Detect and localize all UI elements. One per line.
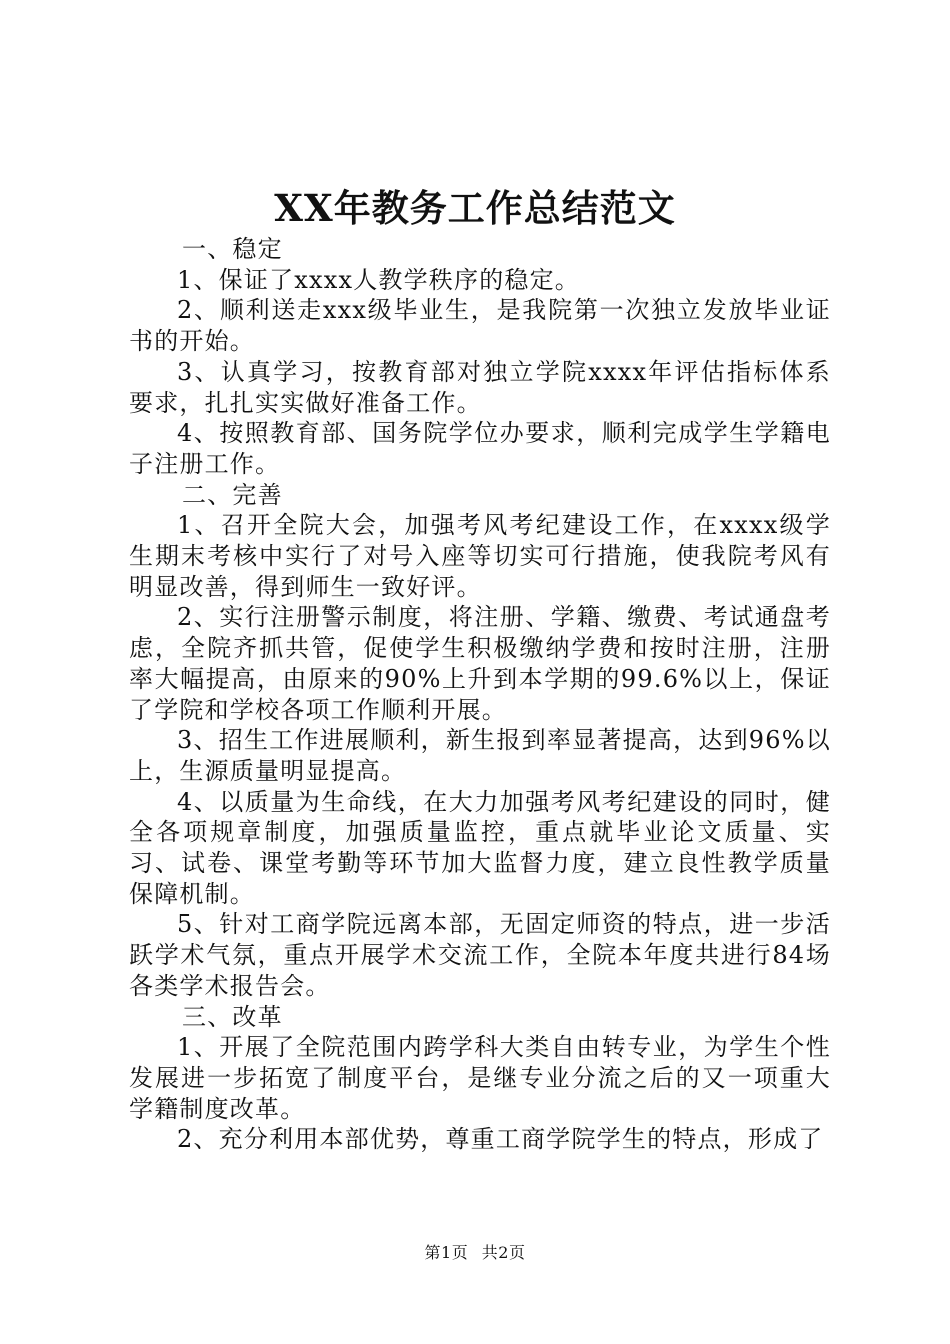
document-body bbox=[129, 234, 831, 1155]
paragraph: 3、招生工作进展顺利，新生报到率显著提高，达到96%以上，生源质量明显提高。 bbox=[129, 726, 831, 785]
paragraph: 5、针对工商学院远离本部，无固定师资的特点，进一步活跃学术气氛，重点开展学术交流工作，全院本年度共进行84场各类学术报告会。 bbox=[129, 910, 831, 1000]
section-heading: 三、改革 bbox=[182, 1002, 283, 1031]
paragraph: 4、以质量为生命线，在大力加强考风考纪建设的同时，健全各项规章制度，加强质量监控，重点就毕业论文质量、实习、试卷、课堂考勤等环节加大监督力度，建立良性教学质量保障机制。 bbox=[129, 787, 831, 908]
paragraph: 2、充分利用本部优势，尊重工商学院学生的特点，形成了 bbox=[177, 1125, 824, 1154]
paragraph: 2、实行注册警示制度，将注册、学籍、缴费、考试通盘考虑，全院齐抓共管，促使学生积极缴纳学费和按时注册，注册率大幅提高，由原来的90%上升到本学期的99.6%以上，保证了学院和学校各项工作顺利开展。 bbox=[129, 603, 831, 724]
paragraph: 1、召开全院大会，加强考风考纪建设工作，在xxxx级学生期末考核中实行了对号入座等切实可行措施，使我院考风有明显改善，得到师生一致好评。 bbox=[129, 511, 831, 601]
paragraph: 2、顺利送走xxx级毕业生，是我院第一次独立发放毕业证书的开始。 bbox=[129, 296, 831, 356]
page-footer bbox=[0, 1242, 950, 1264]
section-heading: 一、稳定 bbox=[182, 235, 283, 263]
section-heading: 二、完善 bbox=[182, 480, 283, 509]
paragraph: 1、开展了全院范围内跨学科大类自由转专业，为学生个性发展进一步拓宽了制度平台，是继专业分流之后的又一项重大学籍制度改革。 bbox=[129, 1033, 831, 1123]
paragraph: 1、保证了xxxx人教学秩序的稳定。 bbox=[177, 265, 581, 294]
document-title: XX年教务工作总结范文 bbox=[274, 186, 676, 230]
page-total: 共2页 bbox=[481, 1243, 526, 1262]
paragraph: 3、认真学习，按教育部对独立学院xxxx年评估指标体系要求，扎扎实实做好准备工作。 bbox=[129, 357, 831, 417]
paragraph: 4、按照教育部、国务院学位办要求，顺利完成学生学籍电子注册工作。 bbox=[129, 419, 831, 478]
page-number: 第1页 bbox=[424, 1243, 469, 1262]
